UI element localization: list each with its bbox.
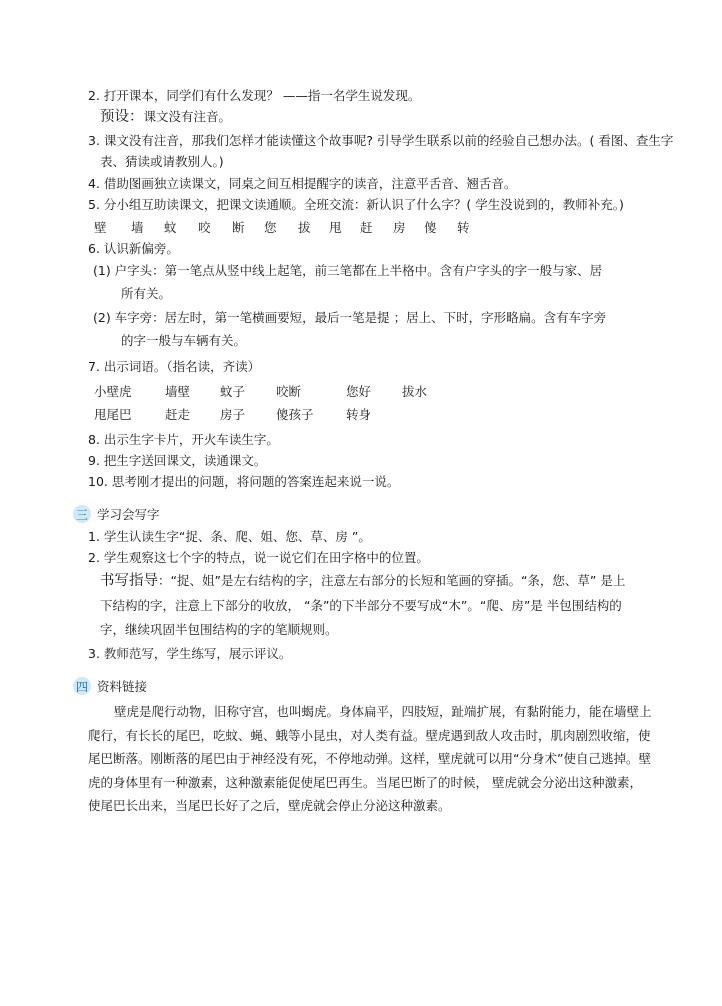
word-item: 赶走 [165, 407, 191, 422]
radical-1-line-2: 所有关。 [121, 286, 172, 301]
word-item: 蚊子 [220, 384, 246, 399]
step-9: 9. 把生字送回课文，读通课文。 [88, 453, 267, 468]
step-3-line-2: 表、猜读或请教别人。) [100, 154, 224, 169]
radical-1-line-1: (1) 户字头：第一笔点从竖中线上起笔，前三笔都在上半格中。含有户字头的字一般与家、居 [93, 263, 603, 278]
section-4-title: 资料链接 [97, 679, 148, 694]
word-item: 小壁虎 [94, 384, 132, 399]
char-item: 房 [393, 220, 406, 235]
preset-label: 预设： [100, 109, 144, 125]
section-3-step-1: 1. 学生认读生字“捉、条、爬、姐、您、草、房 ”。 [88, 529, 371, 544]
section-4-badge: 四 [73, 677, 91, 695]
char-item: 拔 [298, 220, 311, 235]
section-3-step-3: 3. 教师范写，学生练写，展示评议。 [88, 646, 292, 661]
word-item: 咬断 [276, 384, 302, 399]
step-5: 5. 分小组互助读课文，把课文读通顺。全班交流：新认识了什么字？( 学生没说到的，教师补充。) [88, 197, 624, 212]
char-item: 傻 [424, 220, 437, 235]
char-item: 蚊 [164, 220, 177, 235]
preset-line [100, 109, 231, 125]
char-item: 墙 [131, 220, 144, 235]
char-item: 赶 [360, 220, 373, 235]
char-item: 壁 [94, 220, 107, 235]
word-item: 转身 [346, 407, 372, 422]
char-item: 咬 [198, 220, 211, 235]
word-item: 墙壁 [165, 384, 191, 399]
step-10: 10. 思考刚才提出的问题，将问题的答案连起来说一说。 [88, 474, 400, 489]
char-item: 转 [457, 220, 470, 235]
step-3-line-1: 3. 课文没有注音，那我们怎样才能读懂这个故事呢? 引导学生联系以前的经验自己想办法。( 看图、查生字 [88, 133, 674, 148]
word-item: 傻孩子 [276, 407, 314, 422]
step-8: 8. 出示生字卡片，开火车读生字。 [88, 432, 279, 447]
step-4: 4. 借助图画独立读课文，同桌之间互相提醒字的读音，注意平舌音、翘舌音。 [88, 176, 517, 191]
writing-guide-label: 书写指导 [100, 573, 158, 589]
char-item: 甩 [329, 220, 342, 235]
step-2: 2. 打开课本，同学们有什么发现？ ——指一名学生说发现。 [88, 88, 421, 103]
word-item: 您好 [346, 384, 372, 399]
radical-2-line-2: 的字一般与车辆有关。 [121, 333, 247, 348]
word-row-1 [0, 382, 722, 398]
section-4-heading [73, 677, 147, 695]
section-3-title: 学习会写字 [97, 507, 160, 522]
word-row-2 [0, 405, 722, 421]
section-3-step-2: 2. 学生观察这七个字的特点，说一说它们在田字格中的位置。 [88, 550, 429, 565]
step-6: 6. 认识新偏旁。 [88, 241, 179, 256]
section-3-badge: 三 [73, 505, 91, 523]
radical-2-line-1: (2) 车字旁：居左时，第一笔横画要短，最后一笔是提 ；居上、下时，字形略扁。含有车字旁 [93, 310, 607, 325]
char-item: 断 [232, 220, 245, 235]
reference-paragraph: 壁虎是爬行动物，旧称守宫，也叫蝎虎。身体扁平，四肢短，趾端扩展，有黏附能力，能在墙壁上爬行，有长长的尾巴，吃蚊、蝇、蛾等小昆虫，对人类有益。壁虎遇到敌人攻击时，肌肉剧烈收缩，使尾巴断落。刚断落的尾巴由于神经没有死，不停地动弹。这样，壁虎就可以用“分身术”使自己逃掉。壁虎的身体里有一种激素，这种激素能促使尾巴再生。当尾巴断了的时候， 壁虎就会分泌出这种激素，使尾巴长出来，当尾巴长好了之后，壁虎就会停止分泌这种激素。 [88, 704, 652, 813]
word-item: 房子 [220, 407, 246, 422]
writing-guide-line-1 [100, 573, 625, 589]
word-item: 拔水 [402, 384, 428, 399]
preset-text: 课文没有注音。 [143, 109, 232, 124]
char-item: 您 [264, 220, 277, 235]
section-3-heading [73, 505, 160, 523]
writing-guide-text: ：“捉、姐”是左右结构的字，注意左右部分的长短和笔画的穿插。“条，您、草” 是上 [158, 573, 626, 588]
writing-guide-line-2: 下结构的字，注意上下部分的收放， “条”的下半部分不要写成“木”。“爬、房”是 半包围结构的 [100, 598, 622, 613]
step-7: 7. 出示词语。（指名读，齐读） [88, 359, 261, 374]
new-characters-row [0, 218, 722, 234]
writing-guide-line-3: 字，继续巩固半包围结构的字的笔顺规则。 [100, 622, 338, 637]
word-item: 甩尾巴 [94, 407, 132, 422]
